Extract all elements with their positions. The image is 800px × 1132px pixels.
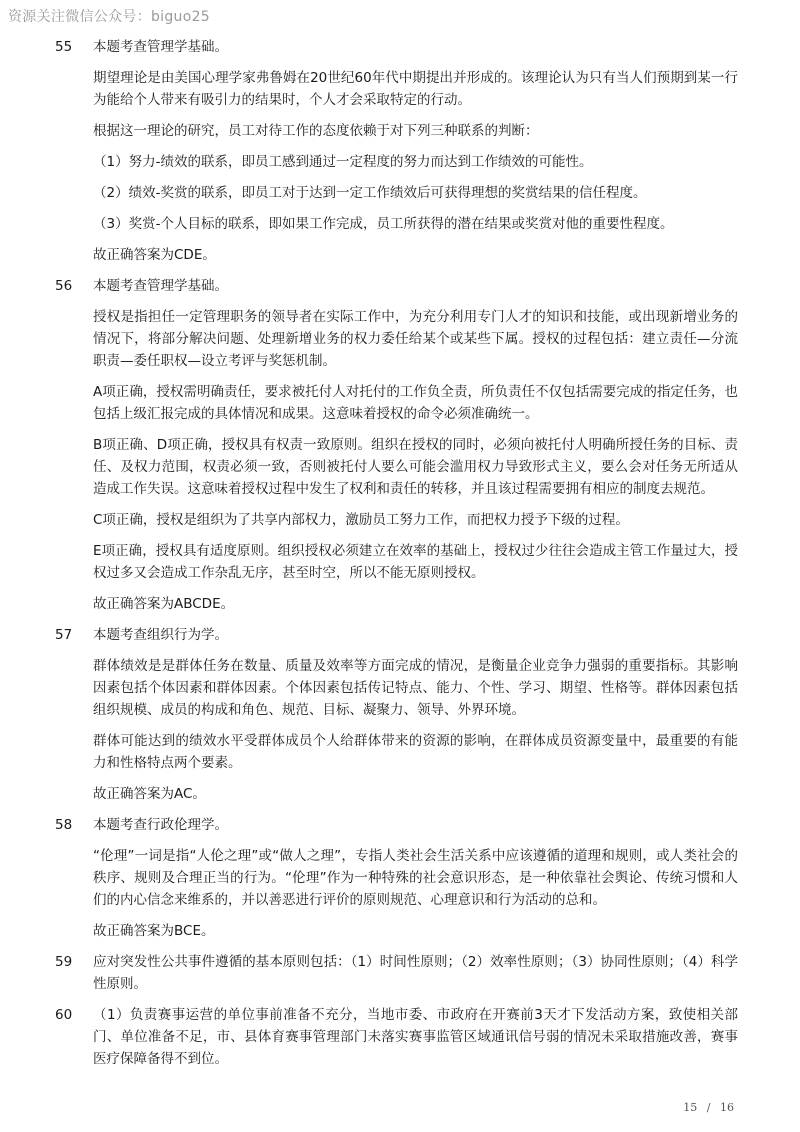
paragraph: 本题考查行政伦理学。 [93, 817, 228, 833]
item-number: 60 [55, 1007, 73, 1023]
item-number: 57 [55, 627, 73, 643]
paragraph: 本题考查组织行为学。 [93, 627, 228, 643]
item-number: 58 [55, 817, 73, 833]
item-body [93, 624, 738, 805]
paragraph: “伦理”一词是指“人伦之理”或“做人之理”，专指人类社会生活关系中应该遵循的道理和规则，或人类社会的秩序、规则及合理正当的行为。“伦理”作为一种特殊的社会意识形态，是一种依靠社会舆论、传统习惯和人们的内心信念来维系的，并以善恶进行评价的原则规范、心理意识和行为活动的总和。 [93, 848, 738, 908]
paragraph: （3）奖赏-个人目标的联系，即如果工作完成，员工所获得的潜在结果或奖赏对他的重要性程度。 [93, 216, 674, 232]
paragraph: E项正确，授权具有适度原则。组织授权必须建立在效率的基础上，授权过少往往会造成主管工作量过大，授权过多又会造成工作杂乱无序，甚至时空，所以不能无原则授权。 [93, 543, 738, 581]
item-body [93, 814, 738, 942]
item-body [93, 275, 738, 615]
paragraph: C项正确，授权是组织为了共享内部权力，激励员工努力工作，而把权力授予下级的过程。 [93, 512, 629, 528]
answer-line: 故正确答案为CDE。 [93, 247, 216, 263]
watermark-text: 资源关注微信公众号：biguo25 [8, 9, 211, 25]
paragraph: 群体绩效是是群体任务在数量、质量及效率等方面完成的情况，是衡量企业竞争力强弱的重要指标。其影响因素包括个体因素和群体因素。个体因素包括传记特点、能力、个性、学习、期望、性格等。群体因素包括组织规模、成员的构成和角色、规范、目标、凝聚力、领导、外界环境。 [93, 658, 738, 718]
paragraph: （1）负责赛事运营的单位事前准备不充分，当地市委、市政府在开赛前3天才下发活动方案，致使相关部门、单位准备不足，市、县体育赛事管理部门未落实赛事监管区域通讯信号弱的情况未采取措施改善，赛事医疗保障备得不到位。 [93, 1007, 738, 1067]
item-body [93, 1004, 738, 1070]
paragraph: 期望理论是由美国心理学家弗鲁姆在20世纪60年代中期提出并形成的。该理论认为只有当人们预期到某一行为能给个人带来有吸引力的结果时，个人才会采取特定的行动。 [93, 70, 738, 108]
paragraph: B项正确、D项正确，授权具有权责一致原则。组织在授权的同时，必须向被托付人明确所授任务的目标、责任、及权力范围，权责必须一致，否则被托付人要么可能会滥用权力导致形式主义，要么会对任务无所适从造成工作失误。这意味着授权过程中发生了权利和责任的转移，并且该过程需要拥有相应的制度去规范。 [93, 437, 738, 497]
paragraph: 群体可能达到的绩效水平受群体成员个人给群体带来的资源的影响，在群体成员资源变量中，最重要的有能力和性格特点两个要素。 [93, 733, 738, 771]
answer-item-60 [0, 1004, 800, 1070]
paragraph: （1）努力-绩效的联系，即员工感到通过一定程度的努力而达到工作绩效的可能性。 [93, 154, 593, 170]
paragraph: 本题考查管理学基础。 [93, 278, 228, 294]
paragraph: （2）绩效-奖赏的联系，即员工对于达到一定工作绩效后可获得理想的奖赏结果的信任程度。 [93, 185, 647, 201]
answer-item-59 [0, 951, 800, 995]
answer-item-55 [0, 36, 800, 266]
answer-line: 故正确答案为ABCDE。 [93, 596, 235, 612]
answer-item-58 [0, 814, 800, 942]
answer-line: 故正确答案为AC。 [93, 786, 206, 802]
item-number: 55 [55, 39, 73, 55]
answer-item-56 [0, 275, 800, 615]
item-body [93, 36, 738, 266]
answer-item-57 [0, 624, 800, 805]
item-body [93, 951, 738, 995]
paragraph: A项正确，授权需明确责任，要求被托付人对托付的工作负全责，所负责任不仅包括需要完成的指定任务，也包括上级汇报完成的具体情况和成果。这意味着授权的命令必须准确统一。 [93, 384, 738, 422]
paragraph: 应对突发性公共事件遵循的基本原则包括：（1）时间性原则；（2）效率性原则；（3）协同性原则；（4）科学性原则。 [93, 954, 738, 992]
paragraph: 根据这一理论的研究，员工对待工作的态度依赖于对下列三种联系的判断： [93, 123, 539, 139]
answer-line: 故正确答案为BCE。 [93, 923, 215, 939]
document-body [0, 36, 800, 1079]
paragraph: 本题考查管理学基础。 [93, 39, 228, 55]
page-number: 15 / 16 [683, 1101, 734, 1114]
item-number: 59 [55, 954, 73, 970]
item-number: 56 [55, 278, 73, 294]
paragraph: 授权是指担任一定管理职务的领导者在实际工作中，为充分利用专门人才的知识和技能，或出现新增业务的情况下，将部分解决问题、处理新增业务的权力委任给某个或某些下属。授权的过程包括：建立责任—分流职责—委任职权—设立考评与奖惩机制。 [93, 309, 738, 369]
